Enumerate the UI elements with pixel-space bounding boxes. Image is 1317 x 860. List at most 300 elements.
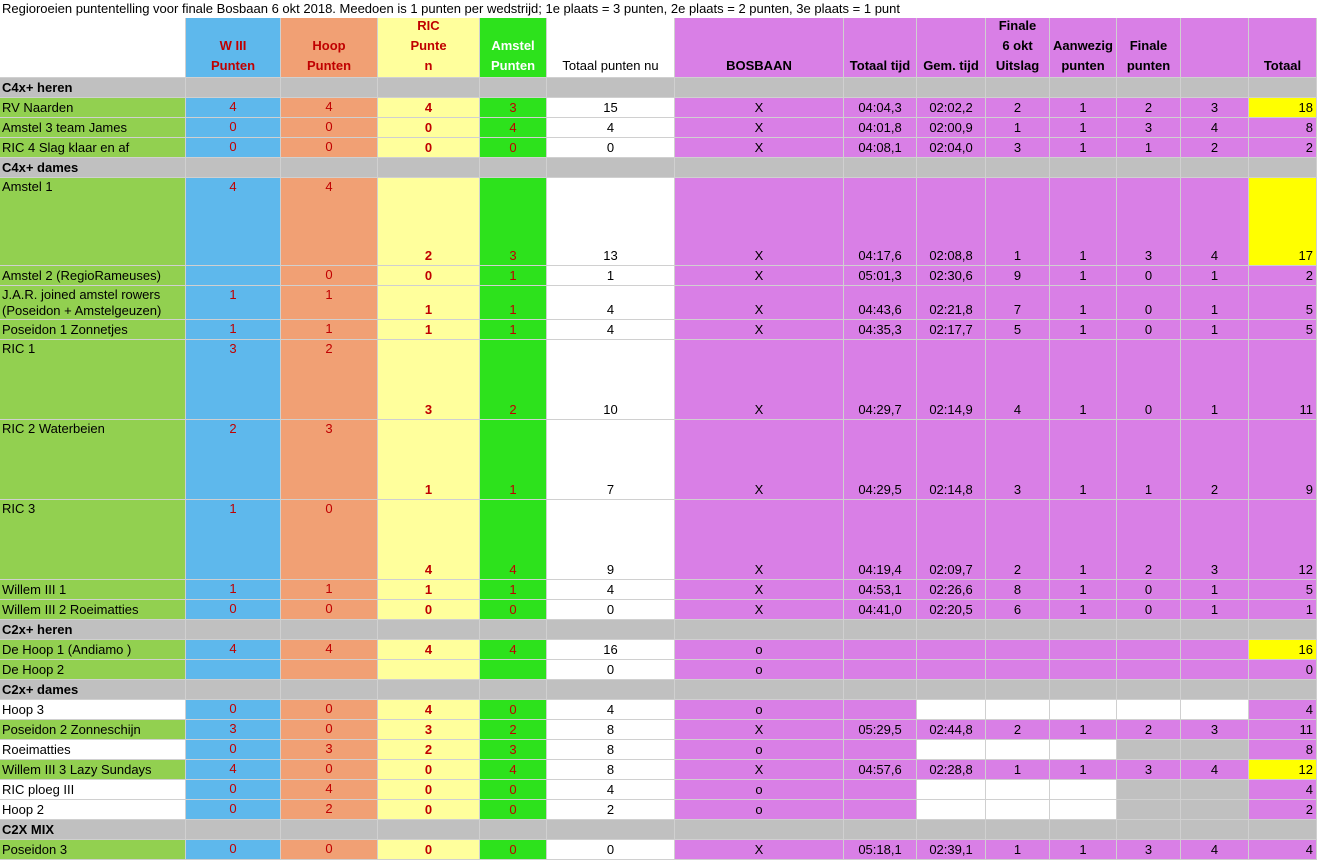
cell-ric[interactable] — [378, 600, 480, 620]
section-cell[interactable] — [1117, 820, 1181, 840]
cell-tt[interactable] — [844, 600, 917, 620]
cell-fu[interactable] — [986, 660, 1050, 680]
cell-ric[interactable] — [378, 286, 480, 320]
cell-fp[interactable] — [1117, 740, 1181, 760]
cell-tt[interactable] — [844, 266, 917, 286]
header-totaal-tijd[interactable]: Totaal tijd — [844, 18, 917, 78]
cell-fu[interactable] — [986, 780, 1050, 800]
cell-gt[interactable] — [917, 760, 986, 780]
cell-amstel[interactable] — [480, 340, 547, 420]
section-cell[interactable] — [547, 820, 675, 840]
section-cell[interactable] — [186, 78, 281, 98]
cell-wiii[interactable] — [186, 800, 281, 820]
cell-hoop[interactable] — [281, 138, 378, 158]
cell-name[interactable] — [0, 118, 186, 138]
cell-x[interactable] — [1181, 740, 1249, 760]
cell-tt[interactable] — [844, 98, 917, 118]
cell-bos[interactable] — [675, 840, 844, 860]
cell-fp[interactable] — [1117, 660, 1181, 680]
cell-fu[interactable] — [986, 320, 1050, 340]
cell-gt[interactable] — [917, 286, 986, 320]
cell-ric[interactable] — [378, 138, 480, 158]
cell-wiii[interactable] — [186, 760, 281, 780]
cell-x[interactable] — [1181, 720, 1249, 740]
cell-fu[interactable] — [986, 740, 1050, 760]
cell-tot[interactable] — [1249, 178, 1317, 266]
section-cell[interactable] — [986, 820, 1050, 840]
section-cell[interactable] — [917, 158, 986, 178]
cell-fp[interactable] — [1117, 640, 1181, 660]
header-aanwezig-punten[interactable]: Aanwezig punten — [1050, 18, 1117, 78]
cell-aw[interactable] — [1050, 760, 1117, 780]
cell-ric[interactable] — [378, 98, 480, 118]
header-wiii-punten[interactable]: W III Punten — [186, 18, 281, 78]
cell-hoop[interactable] — [281, 760, 378, 780]
cell-nu[interactable] — [547, 600, 675, 620]
section-header[interactable] — [0, 620, 186, 640]
cell-tot[interactable] — [1249, 98, 1317, 118]
cell-gt[interactable] — [917, 700, 986, 720]
cell-name[interactable] — [0, 286, 186, 320]
section-cell[interactable] — [986, 680, 1050, 700]
cell-bos[interactable] — [675, 320, 844, 340]
section-cell[interactable] — [186, 158, 281, 178]
section-cell[interactable] — [1249, 158, 1317, 178]
cell-gt[interactable] — [917, 420, 986, 500]
cell-nu[interactable] — [547, 500, 675, 580]
cell-amstel[interactable] — [480, 286, 547, 320]
cell-tot[interactable] — [1249, 740, 1317, 760]
header-amstel-punten[interactable]: Amstel Punten — [480, 18, 547, 78]
cell-hoop[interactable] — [281, 500, 378, 580]
cell-x[interactable] — [1181, 780, 1249, 800]
cell-fp[interactable] — [1117, 340, 1181, 420]
cell-x[interactable] — [1181, 500, 1249, 580]
cell-bos[interactable] — [675, 98, 844, 118]
cell-bos[interactable] — [675, 420, 844, 500]
cell-nu[interactable] — [547, 340, 675, 420]
cell-nu[interactable] — [547, 320, 675, 340]
cell-nu[interactable] — [547, 138, 675, 158]
section-cell[interactable] — [1050, 680, 1117, 700]
section-header[interactable] — [0, 820, 186, 840]
cell-ric[interactable] — [378, 178, 480, 266]
cell-gt[interactable] — [917, 340, 986, 420]
cell-fu[interactable] — [986, 340, 1050, 420]
cell-fp[interactable] — [1117, 178, 1181, 266]
section-cell[interactable] — [675, 78, 844, 98]
cell-wiii[interactable] — [186, 640, 281, 660]
section-cell[interactable] — [547, 158, 675, 178]
section-cell[interactable] — [1181, 620, 1249, 640]
cell-wiii[interactable] — [186, 840, 281, 860]
cell-gt[interactable] — [917, 178, 986, 266]
section-cell[interactable] — [186, 620, 281, 640]
cell-ric[interactable] — [378, 266, 480, 286]
cell-tot[interactable] — [1249, 700, 1317, 720]
cell-tot[interactable] — [1249, 580, 1317, 600]
cell-tt[interactable] — [844, 780, 917, 800]
cell-name[interactable] — [0, 800, 186, 820]
header-bosbaan[interactable]: BOSBAAN — [675, 18, 844, 78]
cell-fp[interactable] — [1117, 800, 1181, 820]
cell-aw[interactable] — [1050, 138, 1117, 158]
cell-aw[interactable] — [1050, 660, 1117, 680]
cell-amstel[interactable] — [480, 780, 547, 800]
cell-wiii[interactable] — [186, 286, 281, 320]
cell-name[interactable] — [0, 98, 186, 118]
cell-fp[interactable] — [1117, 580, 1181, 600]
cell-nu[interactable] — [547, 660, 675, 680]
cell-gt[interactable] — [917, 720, 986, 740]
section-cell[interactable] — [917, 620, 986, 640]
cell-wiii[interactable] — [186, 780, 281, 800]
cell-hoop[interactable] — [281, 700, 378, 720]
cell-nu[interactable] — [547, 640, 675, 660]
section-cell[interactable] — [1050, 820, 1117, 840]
cell-bos[interactable] — [675, 720, 844, 740]
section-cell[interactable] — [281, 78, 378, 98]
section-cell[interactable] — [1050, 158, 1117, 178]
cell-aw[interactable] — [1050, 780, 1117, 800]
cell-tt[interactable] — [844, 800, 917, 820]
section-cell[interactable] — [675, 620, 844, 640]
cell-gt[interactable] — [917, 600, 986, 620]
cell-x[interactable] — [1181, 840, 1249, 860]
cell-fp[interactable] — [1117, 760, 1181, 780]
cell-hoop[interactable] — [281, 720, 378, 740]
cell-name[interactable] — [0, 760, 186, 780]
cell-aw[interactable] — [1050, 286, 1117, 320]
cell-nu[interactable] — [547, 580, 675, 600]
section-cell[interactable] — [1117, 158, 1181, 178]
cell-fu[interactable] — [986, 138, 1050, 158]
cell-x[interactable] — [1181, 580, 1249, 600]
header-blank[interactable] — [1181, 18, 1249, 78]
section-cell[interactable] — [378, 820, 480, 840]
cell-aw[interactable] — [1050, 266, 1117, 286]
cell-fu[interactable] — [986, 840, 1050, 860]
cell-nu[interactable] — [547, 286, 675, 320]
cell-nu[interactable] — [547, 780, 675, 800]
section-header[interactable] — [0, 158, 186, 178]
cell-tot[interactable] — [1249, 118, 1317, 138]
cell-tot[interactable] — [1249, 640, 1317, 660]
cell-fu[interactable] — [986, 178, 1050, 266]
cell-fu[interactable] — [986, 580, 1050, 600]
cell-ric[interactable] — [378, 500, 480, 580]
cell-amstel[interactable] — [480, 600, 547, 620]
cell-wiii[interactable] — [186, 420, 281, 500]
section-cell[interactable] — [675, 820, 844, 840]
cell-name[interactable] — [0, 640, 186, 660]
section-cell[interactable] — [917, 680, 986, 700]
section-cell[interactable] — [675, 158, 844, 178]
cell-tot[interactable] — [1249, 660, 1317, 680]
cell-hoop[interactable] — [281, 266, 378, 286]
cell-bos[interactable] — [675, 640, 844, 660]
cell-aw[interactable] — [1050, 640, 1117, 660]
cell-wiii[interactable] — [186, 98, 281, 118]
section-cell[interactable] — [480, 620, 547, 640]
section-cell[interactable] — [986, 620, 1050, 640]
cell-gt[interactable] — [917, 740, 986, 760]
cell-fu[interactable] — [986, 420, 1050, 500]
cell-hoop[interactable] — [281, 800, 378, 820]
cell-tot[interactable] — [1249, 138, 1317, 158]
cell-tot[interactable] — [1249, 500, 1317, 580]
cell-amstel[interactable] — [480, 420, 547, 500]
cell-hoop[interactable] — [281, 320, 378, 340]
cell-name[interactable] — [0, 740, 186, 760]
cell-name[interactable] — [0, 320, 186, 340]
cell-hoop[interactable] — [281, 98, 378, 118]
cell-bos[interactable] — [675, 780, 844, 800]
cell-aw[interactable] — [1050, 340, 1117, 420]
cell-hoop[interactable] — [281, 178, 378, 266]
cell-fu[interactable] — [986, 286, 1050, 320]
cell-aw[interactable] — [1050, 800, 1117, 820]
cell-hoop[interactable] — [281, 740, 378, 760]
cell-tt[interactable] — [844, 500, 917, 580]
section-cell[interactable] — [281, 820, 378, 840]
section-cell[interactable] — [480, 158, 547, 178]
section-cell[interactable] — [986, 78, 1050, 98]
cell-aw[interactable] — [1050, 840, 1117, 860]
cell-gt[interactable] — [917, 840, 986, 860]
cell-bos[interactable] — [675, 580, 844, 600]
section-cell[interactable] — [1050, 78, 1117, 98]
cell-bos[interactable] — [675, 340, 844, 420]
cell-fp[interactable] — [1117, 286, 1181, 320]
section-header[interactable] — [0, 680, 186, 700]
cell-tt[interactable] — [844, 178, 917, 266]
cell-ric[interactable] — [378, 740, 480, 760]
cell-gt[interactable] — [917, 320, 986, 340]
cell-tt[interactable] — [844, 420, 917, 500]
section-cell[interactable] — [844, 680, 917, 700]
cell-nu[interactable] — [547, 740, 675, 760]
header-totaal-punten-nu[interactable]: Totaal punten nu — [547, 18, 675, 78]
cell-bos[interactable] — [675, 178, 844, 266]
cell-aw[interactable] — [1050, 600, 1117, 620]
cell-tt[interactable] — [844, 286, 917, 320]
cell-name[interactable] — [0, 660, 186, 680]
cell-aw[interactable] — [1050, 178, 1117, 266]
cell-x[interactable] — [1181, 138, 1249, 158]
cell-bos[interactable] — [675, 700, 844, 720]
cell-x[interactable] — [1181, 266, 1249, 286]
cell-tot[interactable] — [1249, 266, 1317, 286]
cell-fu[interactable] — [986, 760, 1050, 780]
cell-amstel[interactable] — [480, 580, 547, 600]
cell-bos[interactable] — [675, 740, 844, 760]
section-cell[interactable] — [281, 158, 378, 178]
cell-gt[interactable] — [917, 580, 986, 600]
cell-aw[interactable] — [1050, 118, 1117, 138]
cell-bos[interactable] — [675, 118, 844, 138]
cell-aw[interactable] — [1050, 700, 1117, 720]
cell-hoop[interactable] — [281, 286, 378, 320]
cell-x[interactable] — [1181, 760, 1249, 780]
cell-name[interactable] — [0, 340, 186, 420]
cell-tt[interactable] — [844, 760, 917, 780]
cell-bos[interactable] — [675, 286, 844, 320]
cell-amstel[interactable] — [480, 720, 547, 740]
section-cell[interactable] — [186, 820, 281, 840]
cell-name[interactable] — [0, 178, 186, 266]
cell-tot[interactable] — [1249, 760, 1317, 780]
cell-x[interactable] — [1181, 98, 1249, 118]
cell-fu[interactable] — [986, 266, 1050, 286]
cell-amstel[interactable] — [480, 266, 547, 286]
section-cell[interactable] — [986, 158, 1050, 178]
cell-nu[interactable] — [547, 840, 675, 860]
cell-fp[interactable] — [1117, 420, 1181, 500]
cell-name[interactable] — [0, 720, 186, 740]
cell-wiii[interactable] — [186, 600, 281, 620]
cell-hoop[interactable] — [281, 420, 378, 500]
cell-fu[interactable] — [986, 640, 1050, 660]
cell-aw[interactable] — [1050, 500, 1117, 580]
cell-fp[interactable] — [1117, 118, 1181, 138]
header-finale-uitslag[interactable]: Finale 6 okt Uitslag — [986, 18, 1050, 78]
cell-x[interactable] — [1181, 286, 1249, 320]
cell-fp[interactable] — [1117, 720, 1181, 740]
cell-nu[interactable] — [547, 720, 675, 740]
cell-nu[interactable] — [547, 118, 675, 138]
header-ric-punten[interactable]: RIC Punte n — [378, 18, 480, 78]
section-header[interactable] — [0, 78, 186, 98]
cell-tt[interactable] — [844, 138, 917, 158]
section-cell[interactable] — [1181, 78, 1249, 98]
cell-tot[interactable] — [1249, 320, 1317, 340]
cell-aw[interactable] — [1050, 420, 1117, 500]
cell-amstel[interactable] — [480, 178, 547, 266]
section-cell[interactable] — [844, 78, 917, 98]
section-cell[interactable] — [186, 680, 281, 700]
cell-x[interactable] — [1181, 118, 1249, 138]
cell-fp[interactable] — [1117, 600, 1181, 620]
cell-fp[interactable] — [1117, 266, 1181, 286]
cell-gt[interactable] — [917, 640, 986, 660]
cell-tt[interactable] — [844, 320, 917, 340]
cell-x[interactable] — [1181, 340, 1249, 420]
section-cell[interactable] — [917, 78, 986, 98]
cell-bos[interactable] — [675, 266, 844, 286]
cell-gt[interactable] — [917, 780, 986, 800]
cell-x[interactable] — [1181, 600, 1249, 620]
cell-wiii[interactable] — [186, 580, 281, 600]
cell-amstel[interactable] — [480, 640, 547, 660]
cell-tot[interactable] — [1249, 780, 1317, 800]
section-cell[interactable] — [1117, 78, 1181, 98]
cell-wiii[interactable] — [186, 500, 281, 580]
section-cell[interactable] — [1181, 680, 1249, 700]
section-cell[interactable] — [1249, 620, 1317, 640]
cell-hoop[interactable] — [281, 660, 378, 680]
cell-tot[interactable] — [1249, 720, 1317, 740]
cell-ric[interactable] — [378, 780, 480, 800]
cell-gt[interactable] — [917, 800, 986, 820]
cell-tt[interactable] — [844, 580, 917, 600]
cell-amstel[interactable] — [480, 660, 547, 680]
cell-fp[interactable] — [1117, 840, 1181, 860]
cell-wiii[interactable] — [186, 118, 281, 138]
section-cell[interactable] — [1181, 820, 1249, 840]
header-hoop-punten[interactable]: Hoop Punten — [281, 18, 378, 78]
cell-tt[interactable] — [844, 118, 917, 138]
cell-gt[interactable] — [917, 660, 986, 680]
cell-fu[interactable] — [986, 500, 1050, 580]
section-cell[interactable] — [1117, 680, 1181, 700]
cell-bos[interactable] — [675, 800, 844, 820]
cell-ric[interactable] — [378, 640, 480, 660]
cell-fu[interactable] — [986, 98, 1050, 118]
cell-hoop[interactable] — [281, 118, 378, 138]
cell-name[interactable] — [0, 600, 186, 620]
cell-nu[interactable] — [547, 178, 675, 266]
cell-aw[interactable] — [1050, 98, 1117, 118]
cell-bos[interactable] — [675, 760, 844, 780]
section-cell[interactable] — [1249, 680, 1317, 700]
cell-name[interactable] — [0, 580, 186, 600]
cell-fp[interactable] — [1117, 138, 1181, 158]
cell-x[interactable] — [1181, 178, 1249, 266]
section-cell[interactable] — [378, 158, 480, 178]
section-cell[interactable] — [547, 620, 675, 640]
cell-ric[interactable] — [378, 700, 480, 720]
section-cell[interactable] — [378, 680, 480, 700]
cell-name[interactable] — [0, 700, 186, 720]
cell-x[interactable] — [1181, 320, 1249, 340]
cell-tot[interactable] — [1249, 286, 1317, 320]
cell-fp[interactable] — [1117, 320, 1181, 340]
cell-name[interactable] — [0, 840, 186, 860]
cell-amstel[interactable] — [480, 840, 547, 860]
cell-fu[interactable] — [986, 118, 1050, 138]
header-finale-punten[interactable]: Finale punten — [1117, 18, 1181, 78]
section-cell[interactable] — [1249, 820, 1317, 840]
cell-wiii[interactable] — [186, 720, 281, 740]
cell-wiii[interactable] — [186, 700, 281, 720]
cell-fp[interactable] — [1117, 98, 1181, 118]
cell-bos[interactable] — [675, 660, 844, 680]
section-cell[interactable] — [547, 78, 675, 98]
cell-wiii[interactable] — [186, 266, 281, 286]
section-cell[interactable] — [675, 680, 844, 700]
cell-bos[interactable] — [675, 500, 844, 580]
cell-nu[interactable] — [547, 760, 675, 780]
cell-ric[interactable] — [378, 320, 480, 340]
cell-gt[interactable] — [917, 266, 986, 286]
cell-gt[interactable] — [917, 118, 986, 138]
section-cell[interactable] — [844, 620, 917, 640]
cell-fu[interactable] — [986, 600, 1050, 620]
cell-fu[interactable] — [986, 720, 1050, 740]
cell-name[interactable] — [0, 420, 186, 500]
cell-tt[interactable] — [844, 640, 917, 660]
section-cell[interactable] — [378, 620, 480, 640]
cell-amstel[interactable] — [480, 138, 547, 158]
cell-nu[interactable] — [547, 266, 675, 286]
section-cell[interactable] — [480, 78, 547, 98]
cell-ric[interactable] — [378, 420, 480, 500]
cell-wiii[interactable] — [186, 138, 281, 158]
cell-hoop[interactable] — [281, 840, 378, 860]
cell-name[interactable] — [0, 266, 186, 286]
cell-wiii[interactable] — [186, 320, 281, 340]
